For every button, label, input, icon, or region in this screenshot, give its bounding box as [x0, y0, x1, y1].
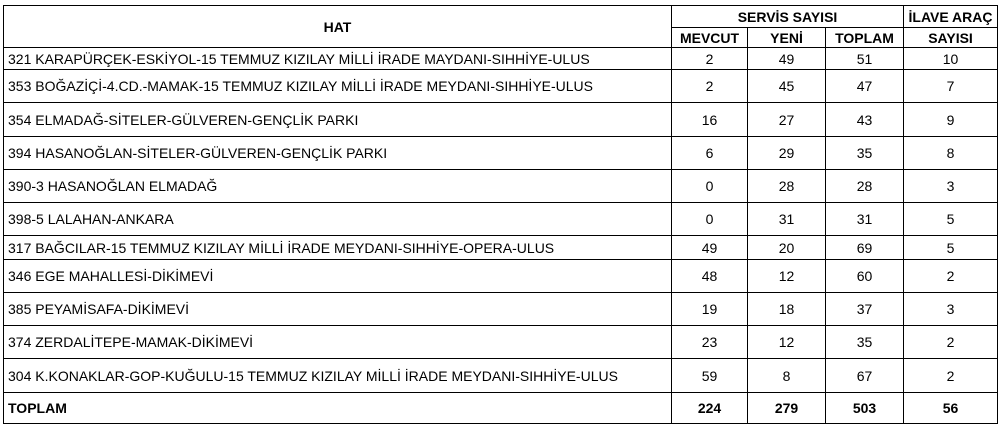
- cell-yeni: 31: [748, 203, 826, 236]
- cell-mevcut: 19: [672, 293, 748, 326]
- table-row: [4, 359, 998, 393]
- cell-mevcut: 6: [672, 137, 748, 170]
- total-label: TOPLAM: [4, 393, 672, 424]
- total-ilave: 56: [904, 393, 998, 424]
- cell-toplam: 28: [826, 170, 904, 203]
- cell-mevcut: 16: [672, 103, 748, 137]
- cell-ilave: 3: [904, 293, 998, 326]
- cell-ilave: 2: [904, 260, 998, 293]
- cell-ilave: 8: [904, 137, 998, 170]
- cell-toplam: 60: [826, 260, 904, 293]
- cell-ilave: 9: [904, 103, 998, 137]
- cell-ilave: 7: [904, 70, 998, 103]
- cell-yeni: 29: [748, 137, 826, 170]
- cell-ilave: 10: [904, 48, 998, 70]
- cell-hat: 304 K.KONAKLAR-GOP-KUĞULU-15 TEMMUZ KIZILAY MİLLİ İRADE MEYDANI-SIHHİYE-ULUS: [4, 359, 672, 393]
- cell-hat: 385 PEYAMİSAFA-DİKİMEVİ: [4, 293, 672, 326]
- cell-toplam: 43: [826, 103, 904, 137]
- cell-toplam: 67: [826, 359, 904, 393]
- cell-toplam: 35: [826, 326, 904, 359]
- cell-yeni: 8: [748, 359, 826, 393]
- cell-hat: 317 BAĞCILAR-15 TEMMUZ KIZILAY MİLLİ İRADE MEYDANI-SIHHİYE-OPERA-ULUS: [4, 236, 672, 260]
- cell-mevcut: 23: [672, 326, 748, 359]
- cell-toplam: 31: [826, 203, 904, 236]
- cell-toplam: 37: [826, 293, 904, 326]
- cell-mevcut: 49: [672, 236, 748, 260]
- cell-mevcut: 0: [672, 203, 748, 236]
- cell-ilave: 5: [904, 236, 998, 260]
- header-ilave-line1: İLAVE ARAÇ: [904, 6, 998, 28]
- cell-ilave: 2: [904, 359, 998, 393]
- cell-yeni: 28: [748, 170, 826, 203]
- header-hat: HAT: [4, 6, 672, 48]
- cell-yeni: 49: [748, 48, 826, 70]
- cell-hat: 354 ELMADAĞ-SİTELER-GÜLVEREN-GENÇLİK PARKI: [4, 103, 672, 137]
- cell-mevcut: 2: [672, 48, 748, 70]
- total-yeni: 279: [748, 393, 826, 424]
- cell-ilave: 3: [904, 170, 998, 203]
- cell-hat: 321 KARAPÜRÇEK-ESKİYOL-15 TEMMUZ KIZILAY MİLLİ İRADE MAYDANI-SIHHİYE-ULUS: [4, 48, 672, 70]
- table-row: [4, 236, 998, 260]
- cell-mevcut: 59: [672, 359, 748, 393]
- header-toplam: TOPLAM: [826, 28, 904, 48]
- table-row: [4, 203, 998, 236]
- table-row: [4, 70, 998, 103]
- table-row: [4, 48, 998, 70]
- table-row: [4, 103, 998, 137]
- cell-ilave: 2: [904, 326, 998, 359]
- header-servis-sayisi: SERVİS SAYISI: [672, 6, 904, 28]
- cell-hat: 390-3 HASANOĞLAN ELMADAĞ: [4, 170, 672, 203]
- total-toplam: 503: [826, 393, 904, 424]
- table-row: [4, 170, 998, 203]
- table-row: [4, 326, 998, 359]
- cell-yeni: 27: [748, 103, 826, 137]
- cell-hat: 398-5 LALAHAN-ANKARA: [4, 203, 672, 236]
- cell-hat: 353 BOĞAZİÇİ-4.CD.-MAMAK-15 TEMMUZ KIZILAY MİLLİ İRADE MEYDANI-SIHHİYE-ULUS: [4, 70, 672, 103]
- service-table: [3, 5, 998, 424]
- cell-toplam: 51: [826, 48, 904, 70]
- cell-toplam: 47: [826, 70, 904, 103]
- cell-hat: 374 ZERDALİTEPE-MAMAK-DİKİMEVİ: [4, 326, 672, 359]
- total-mevcut: 224: [672, 393, 748, 424]
- cell-yeni: 20: [748, 236, 826, 260]
- cell-hat: 394 HASANOĞLAN-SİTELER-GÜLVEREN-GENÇLİK PARKI: [4, 137, 672, 170]
- cell-mevcut: 0: [672, 170, 748, 203]
- cell-ilave: 5: [904, 203, 998, 236]
- cell-yeni: 12: [748, 326, 826, 359]
- cell-yeni: 12: [748, 260, 826, 293]
- cell-toplam: 69: [826, 236, 904, 260]
- cell-toplam: 35: [826, 137, 904, 170]
- header-ilave-line2: SAYISI: [904, 28, 998, 48]
- cell-yeni: 18: [748, 293, 826, 326]
- table-row: [4, 260, 998, 293]
- cell-mevcut: 2: [672, 70, 748, 103]
- cell-mevcut: 48: [672, 260, 748, 293]
- table-row: [4, 293, 998, 326]
- total-row: [4, 393, 998, 424]
- header-yeni: YENİ: [748, 28, 826, 48]
- table-row: [4, 137, 998, 170]
- header-mevcut: MEVCUT: [672, 28, 748, 48]
- cell-hat: 346 EGE MAHALLESİ-DİKİMEVİ: [4, 260, 672, 293]
- cell-yeni: 45: [748, 70, 826, 103]
